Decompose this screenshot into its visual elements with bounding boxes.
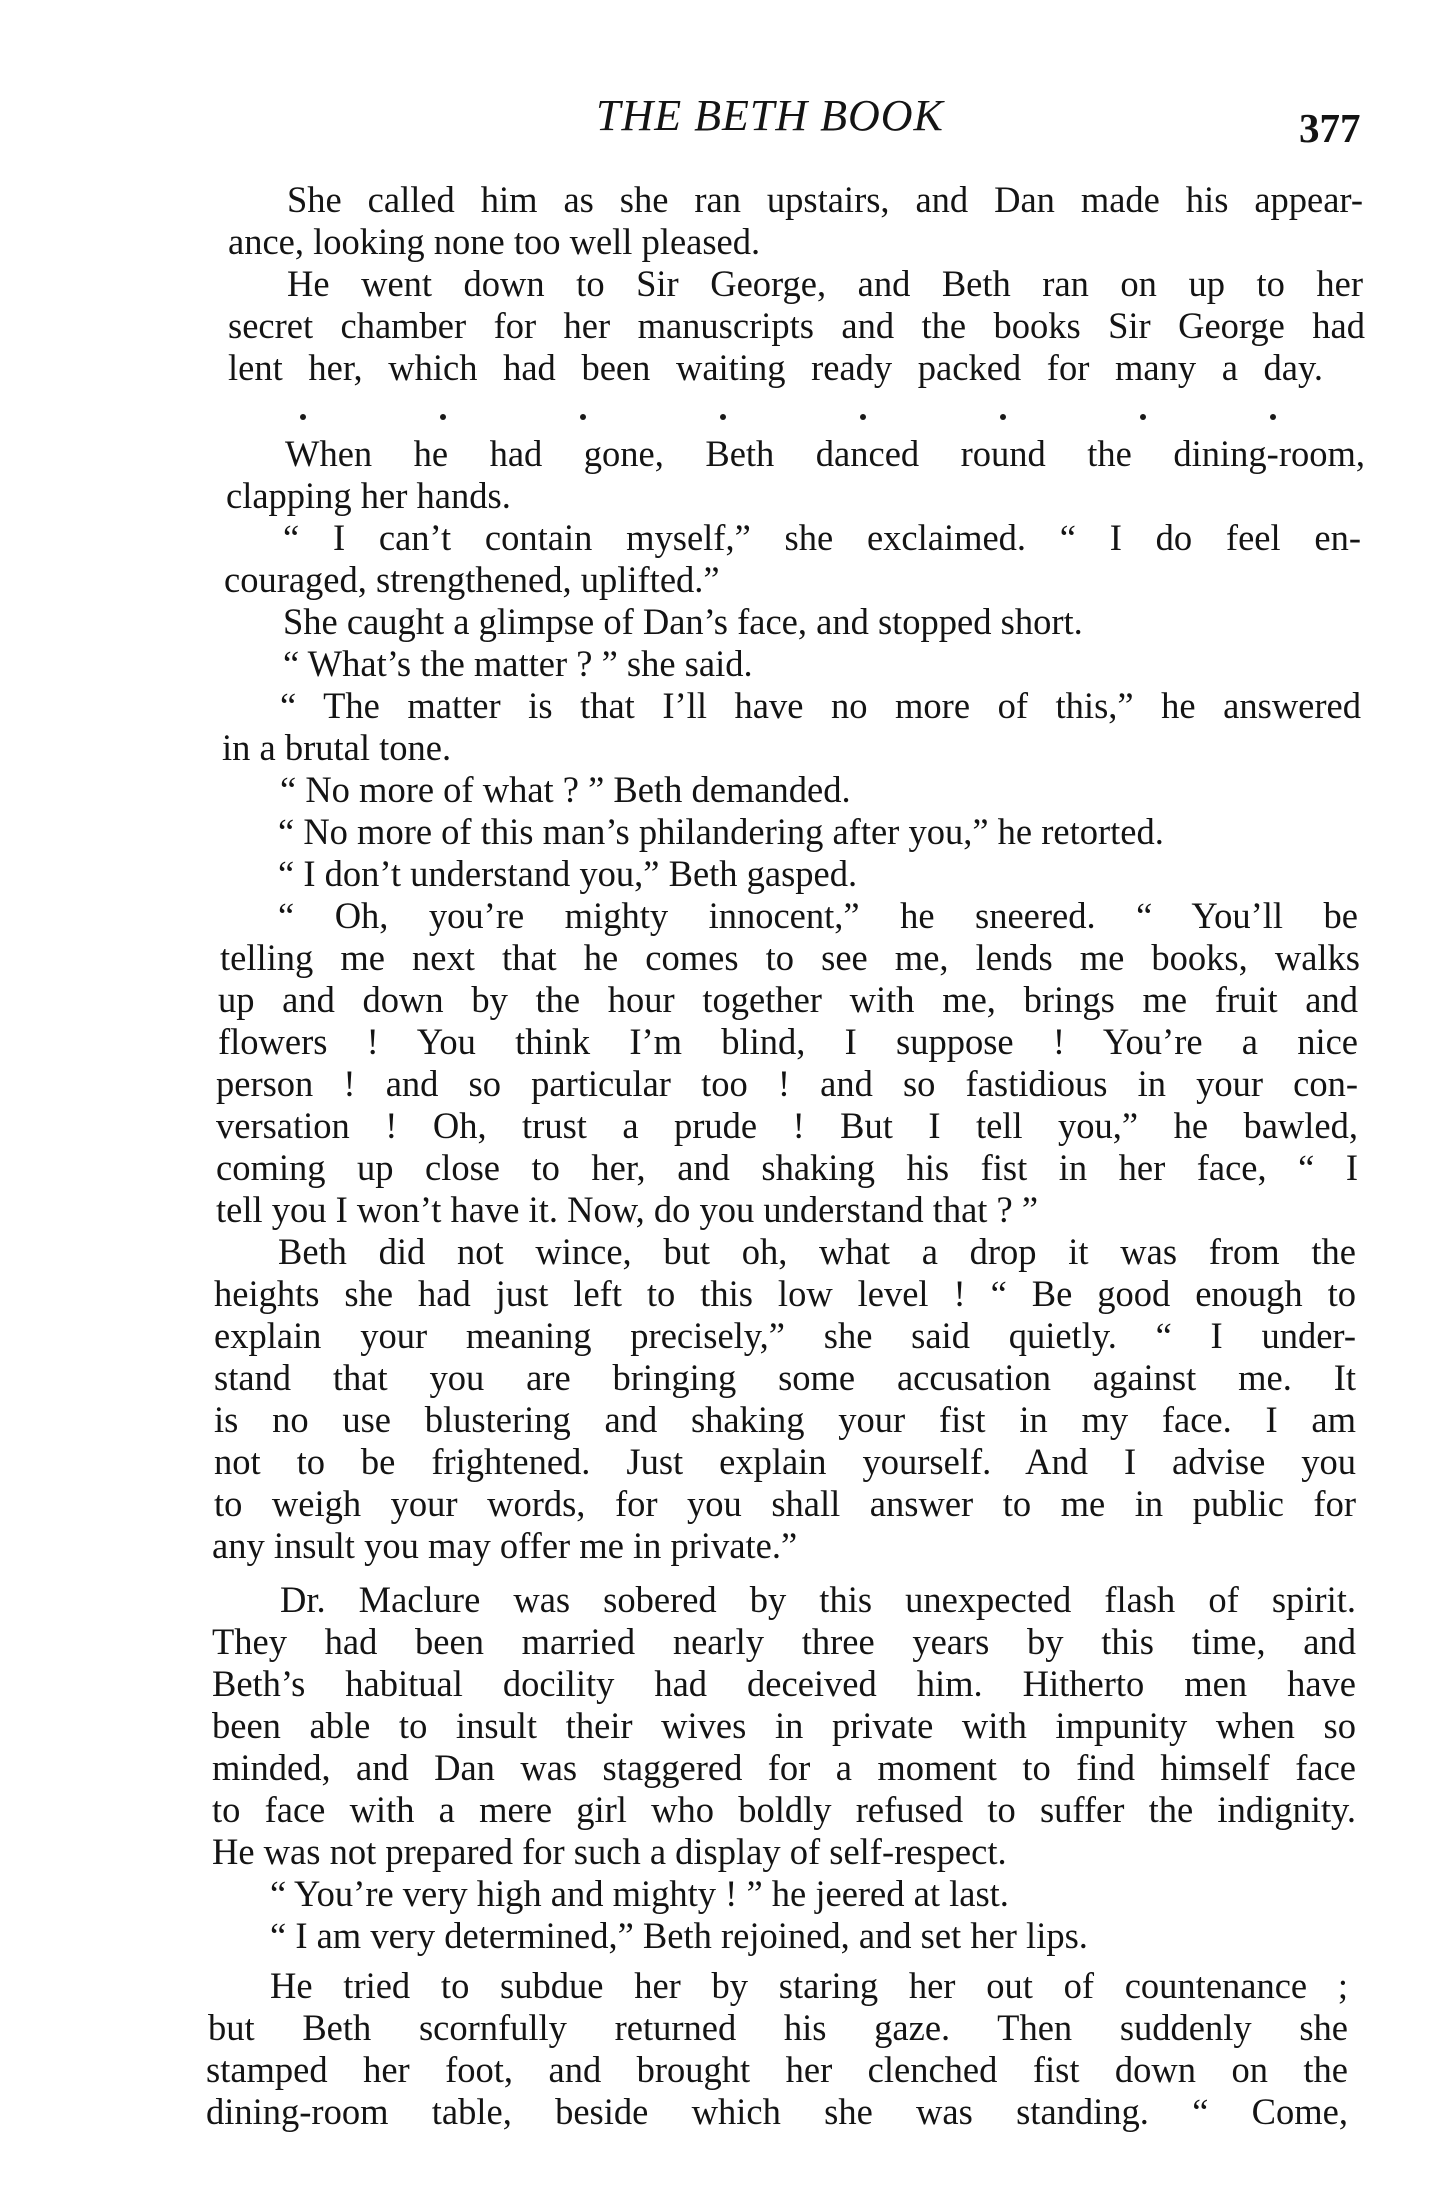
text-line: “ What’s the matter ? ” she said. bbox=[283, 643, 753, 684]
section-break-dots bbox=[300, 408, 1280, 428]
text-line: stand that you are bringing some accusation against me. It bbox=[214, 1357, 1356, 1398]
text-line: up and down by the hour together with me, brings me fruit and bbox=[218, 979, 1358, 1020]
section-break-dot bbox=[580, 414, 586, 420]
section-break-dot bbox=[720, 414, 726, 420]
text-line: Beth’s habitual docility had deceived him. Hitherto men have bbox=[212, 1663, 1356, 1704]
text-line: tell you I won’t have it. Now, do you understand that ? ” bbox=[216, 1189, 1039, 1230]
section-break-dot bbox=[300, 414, 306, 420]
text-line: He was not prepared for such a display of self-respect. bbox=[212, 1831, 1007, 1872]
text-line: Dr. Maclure was sobered by this unexpected flash of spirit. bbox=[280, 1579, 1356, 1620]
text-line: to weigh your words, for you shall answer to me in public for bbox=[214, 1483, 1356, 1524]
text-line: heights she had just left to this low level ! “ Be good enough to bbox=[214, 1273, 1356, 1314]
text-line: not to be frightened. Just explain yourself. And I advise you bbox=[214, 1441, 1356, 1482]
text-line: versation ! Oh, trust a prude ! But I tell you,” he bawled, bbox=[216, 1105, 1358, 1146]
section-break-dot bbox=[1140, 414, 1146, 420]
text-line: “ I don’t understand you,” Beth gasped. bbox=[278, 853, 858, 894]
text-line: couraged, strengthened, uplifted.” bbox=[224, 559, 720, 600]
text-line: secret chamber for her manuscripts and the books Sir George had bbox=[228, 305, 1365, 346]
text-line: “ No more of what ? ” Beth demanded. bbox=[280, 769, 851, 810]
section-break-dot bbox=[860, 414, 866, 420]
text-line: “ Oh, you’re mighty innocent,” he sneered. “ You’ll be bbox=[278, 895, 1358, 936]
text-line: telling me next that he comes to see me, lends me books, walks bbox=[220, 937, 1360, 978]
text-line: She called him as she ran upstairs, and Dan made his appear- bbox=[287, 179, 1363, 220]
running-header-title: THE BETH BOOK bbox=[596, 91, 944, 140]
text-line: He tried to subdue her by staring her out of countenance ; bbox=[270, 1965, 1348, 2006]
text-line: “ The matter is that I’ll have no more of this,” he answered bbox=[280, 685, 1361, 726]
text-line: They had been married nearly three years by this time, and bbox=[212, 1621, 1356, 1662]
section-break-dot bbox=[440, 414, 446, 420]
text-line: to face with a mere girl who boldly refused to suffer the indignity. bbox=[212, 1789, 1356, 1830]
text-line: Beth did not wince, but oh, what a drop it was from the bbox=[278, 1231, 1356, 1272]
section-break-dot bbox=[1270, 414, 1276, 420]
text-line: but Beth scornfully returned his gaze. Then suddenly she bbox=[208, 2007, 1348, 2048]
text-line: stamped her foot, and brought her clenched fist down on the bbox=[206, 2049, 1348, 2090]
text-line: When he had gone, Beth danced round the dining-room, bbox=[285, 433, 1365, 474]
text-line: is no use blustering and shaking your fist in my face. I am bbox=[214, 1399, 1356, 1440]
text-line: flowers ! You think I’m blind, I suppose ! You’re a nice bbox=[218, 1021, 1358, 1062]
text-line: person ! and so particular too ! and so fastidious in your con- bbox=[216, 1063, 1358, 1104]
text-line: He went down to Sir George, and Beth ran on up to her bbox=[287, 263, 1363, 304]
text-line: minded, and Dan was staggered for a moment to find himself face bbox=[212, 1747, 1356, 1788]
text-line: “ You’re very high and mighty ! ” he jeered at last. bbox=[270, 1873, 1009, 1914]
page-number: 377 bbox=[1299, 105, 1361, 151]
text-line: lent her, which had been waiting ready packed for many a day. bbox=[228, 347, 1323, 388]
text-line: been able to insult their wives in private with impunity when so bbox=[212, 1705, 1356, 1746]
text-line: “ I can’t contain myself,” she exclaimed. “ I do feel en- bbox=[283, 517, 1361, 558]
text-line: “ No more of this man’s philandering after you,” he retorted. bbox=[278, 811, 1164, 852]
text-line: any insult you may offer me in private.” bbox=[212, 1525, 798, 1566]
text-line: clapping her hands. bbox=[226, 475, 511, 516]
text-line: ance, looking none too well pleased. bbox=[228, 221, 761, 262]
text-line: dining-room table, beside which she was standing. “ Come, bbox=[206, 2091, 1348, 2132]
text-line: She caught a glimpse of Dan’s face, and stopped short. bbox=[283, 601, 1083, 642]
section-break-dot bbox=[1000, 414, 1006, 420]
text-line: in a brutal tone. bbox=[222, 727, 452, 768]
text-line: coming up close to her, and shaking his fist in her face, “ I bbox=[216, 1147, 1358, 1188]
text-line: explain your meaning precisely,” she said quietly. “ I under- bbox=[214, 1315, 1356, 1356]
text-line: “ I am very determined,” Beth rejoined, and set her lips. bbox=[270, 1915, 1088, 1956]
